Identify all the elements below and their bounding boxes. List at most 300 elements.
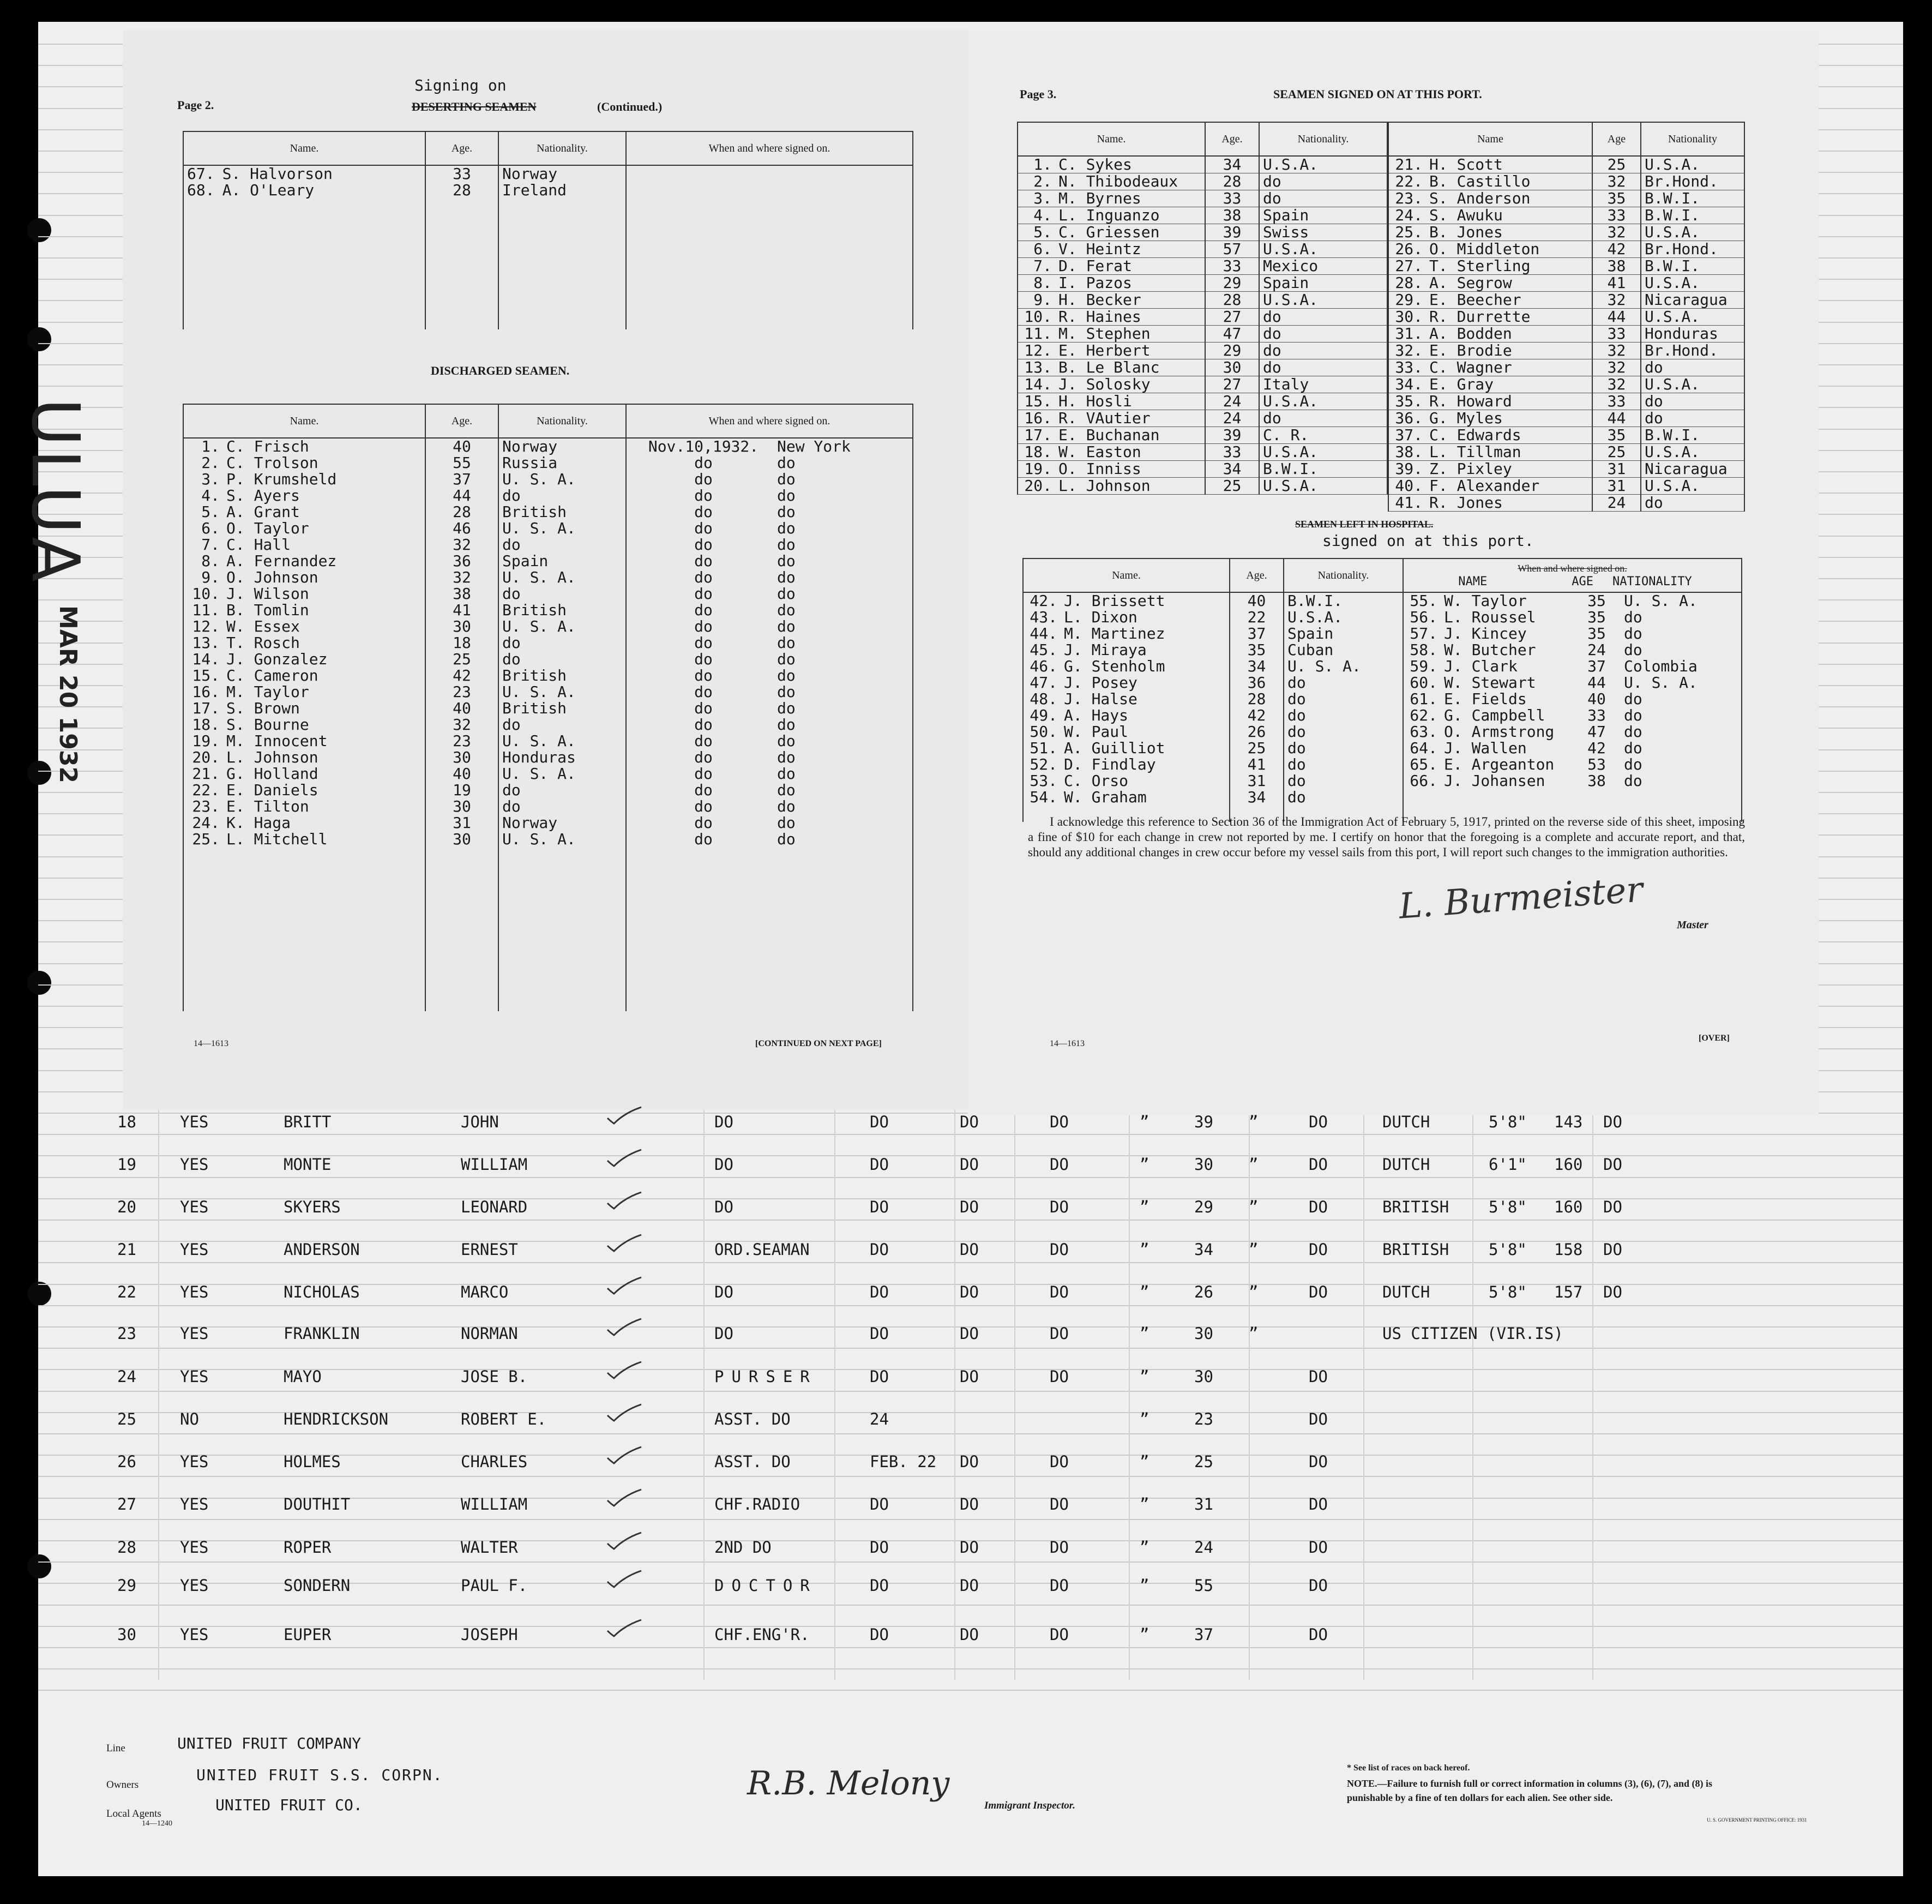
ledger-rule	[38, 1262, 1903, 1263]
table-row	[1018, 258, 1387, 275]
row-number: 12.	[1024, 341, 1052, 359]
ledger-pos: CHF.RADIO	[714, 1495, 801, 1513]
when-where-cell	[626, 766, 913, 782]
age-cell: 25	[1592, 156, 1641, 173]
page-2-form	[123, 30, 973, 1110]
age-cell: 25	[1592, 444, 1641, 461]
col-nationality: Nationality.	[1284, 558, 1403, 592]
nationality-cell: B.W.I.	[1259, 461, 1387, 478]
seaman-name: A. Hays	[1064, 706, 1129, 724]
table-row	[1023, 724, 1742, 740]
nationality-cell: C. R.	[1259, 427, 1387, 444]
nationality-cell: Mexico	[1259, 258, 1387, 275]
name-cell	[1388, 224, 1592, 241]
ditto-mark: ”	[1249, 1198, 1259, 1216]
ditto-mark: ”	[1140, 1367, 1149, 1386]
right-entry-cell	[1403, 789, 1742, 806]
table-row	[1388, 309, 1744, 326]
seaman-name: M. Martinez	[1064, 624, 1165, 642]
ledger-ans: YES	[180, 1367, 209, 1386]
nationality-cell: British	[498, 668, 626, 684]
col-nationality-right: NATIONALITY	[1612, 575, 1692, 588]
signed-on-date: do	[694, 454, 713, 472]
table-row	[1023, 740, 1742, 756]
col-when-where: When and where signed on.	[626, 131, 913, 165]
ditto-mark: ”	[1249, 1113, 1259, 1131]
blank-cell	[626, 864, 913, 880]
ledger-c5: DO	[1603, 1198, 1622, 1216]
ledger-no: 26	[117, 1452, 136, 1471]
seaman-name: J. Johansen	[1444, 772, 1545, 790]
ledger-c3: DO	[1050, 1452, 1069, 1471]
row-number: 35.	[1395, 392, 1423, 410]
ledger-surname: DOUTHIT	[284, 1495, 351, 1513]
table-row	[1388, 173, 1744, 190]
seaman-name: K. Haga	[226, 814, 291, 832]
row-number: 66.	[1410, 772, 1437, 790]
signed-on-place: do	[777, 503, 796, 521]
name-cell	[1388, 292, 1592, 309]
nationality-cell: British	[498, 602, 626, 618]
age-cell: 38	[1592, 258, 1641, 275]
ditto-mark: ”	[1140, 1240, 1149, 1259]
seaman-name: J. Gonzalez	[226, 650, 328, 668]
row-number: 34.	[1395, 375, 1423, 393]
ledger-age: 31	[1194, 1495, 1213, 1513]
age-cell: 26	[1230, 724, 1284, 740]
signed-on-date: do	[694, 797, 713, 815]
ledger-c4: DO	[1309, 1240, 1328, 1259]
blank-cell	[183, 248, 425, 264]
blank-cell	[183, 880, 425, 897]
age-cell: 33	[425, 165, 498, 182]
seaman-name: J. Kincey	[1444, 624, 1527, 642]
table-row	[183, 504, 913, 520]
row-number: 62.	[1410, 706, 1437, 724]
age-cell: 32	[1592, 173, 1641, 190]
nationality-cell: do	[498, 798, 626, 815]
table-row	[183, 165, 913, 182]
when-where-cell	[626, 831, 913, 848]
ledger-c1: DO	[870, 1576, 889, 1595]
nationality-cell: U.S.A.	[1641, 275, 1744, 292]
nationality-cell: do	[1284, 724, 1403, 740]
blank-cell	[425, 297, 498, 313]
nationality-cell: do	[1259, 359, 1387, 376]
blank-cell	[183, 215, 425, 231]
age-cell: 33	[1592, 393, 1641, 410]
table-row	[183, 684, 913, 700]
row-number: 18.	[1024, 443, 1052, 461]
age-cell: 33	[1592, 326, 1641, 343]
right-entry-cell	[1403, 658, 1742, 675]
nationality-cell: do	[1284, 773, 1403, 789]
seaman-name: L. Johnson	[1058, 477, 1151, 495]
ledger-pos: DO	[714, 1113, 733, 1131]
nationality-cell: Norway	[498, 438, 626, 455]
ledger-wt: 160	[1554, 1198, 1583, 1216]
signed-on-place: do	[777, 519, 796, 537]
age-cell: 33	[1205, 258, 1259, 275]
right-entry-cell	[1403, 691, 1742, 707]
ledger-age: 34	[1194, 1240, 1213, 1259]
col-nationality: Nationality.	[498, 131, 626, 165]
row-number: 17.	[192, 699, 220, 717]
right-entry-cell	[1403, 740, 1742, 756]
ledger-c3: DO	[1050, 1283, 1069, 1301]
age-cell: 41	[425, 602, 498, 618]
ledger-c2: DO	[960, 1240, 979, 1259]
ledger-c4: DO	[1309, 1495, 1328, 1513]
age-cell: 55	[425, 455, 498, 471]
age-cell: 42	[1592, 241, 1641, 258]
nationality-cell: B.W.I.	[1641, 207, 1744, 224]
ledger-no: 22	[117, 1283, 136, 1301]
name-cell	[183, 602, 425, 618]
blank-cell	[498, 913, 626, 929]
when-where-cell	[626, 471, 913, 488]
blank-cell	[183, 199, 425, 215]
seaman-name: Z. Pixley	[1429, 460, 1512, 478]
ledger-surname: ANDERSON	[284, 1240, 360, 1259]
name-cell	[1018, 410, 1205, 427]
printing-office: U. S. GOVERNMENT PRINTING OFFICE: 1931	[1707, 1817, 1807, 1823]
ledger-row	[0, 1576, 1932, 1598]
blank-cell	[425, 978, 498, 995]
row-number: 8.	[1033, 274, 1052, 292]
seaman-name: D. Findlay	[1064, 755, 1156, 773]
age-cell: 24	[1205, 393, 1259, 410]
age-cell: 32	[1592, 224, 1641, 241]
nationality-cell: U. S. A.	[498, 766, 626, 782]
nationality-value: U. S. A.	[1624, 592, 1698, 610]
ledger-c4: DO	[1309, 1367, 1328, 1386]
ledger-given: PAUL F.	[461, 1576, 528, 1595]
nationality-cell: Ireland	[498, 182, 626, 199]
seaman-name: R. VAutier	[1058, 409, 1151, 427]
row-number: 6.	[1033, 240, 1052, 258]
seaman-name: A. Bodden	[1429, 325, 1512, 343]
age-cell: 25	[1230, 740, 1284, 756]
name-cell	[183, 520, 425, 537]
age-cell: 42	[425, 668, 498, 684]
blank-row	[183, 231, 913, 248]
ledger-ans: YES	[180, 1283, 209, 1301]
right-entry-cell	[1403, 707, 1742, 724]
continued-next: [CONTINUED ON NEXT PAGE]	[755, 1039, 882, 1048]
age-cell: 40	[425, 700, 498, 717]
ledger-row	[0, 1113, 1932, 1134]
check-mark-icon	[605, 1233, 643, 1254]
blank-row	[183, 848, 913, 864]
seaman-name: R. Jones	[1429, 494, 1503, 512]
ledger-c2: DO	[960, 1198, 979, 1216]
when-where-cell	[626, 569, 913, 586]
age-cell: 28	[1230, 691, 1284, 707]
signed-on-date: do	[694, 568, 713, 586]
ledger-row	[0, 1155, 1932, 1177]
name-cell	[1388, 444, 1592, 461]
name-cell	[183, 165, 425, 182]
blank-cell	[498, 929, 626, 946]
name-cell	[1388, 427, 1592, 444]
age-cell: 31	[425, 815, 498, 831]
age-cell: 36	[425, 553, 498, 569]
blank-cell	[498, 313, 626, 329]
ledger-given: WALTER	[461, 1538, 518, 1557]
continued-label: (Continued.)	[597, 100, 663, 113]
hospital-title-replacement: signed on at this port.	[1322, 532, 1534, 550]
seaman-name: E. Gray	[1429, 375, 1494, 393]
name-cell	[1018, 292, 1205, 309]
ledger-ans: YES	[180, 1576, 209, 1595]
age-cell: 33	[1205, 444, 1259, 461]
row-number: 24.	[1395, 206, 1423, 224]
table-row	[1388, 461, 1744, 478]
signing-note: Signing on	[414, 76, 507, 94]
when-where-cell	[626, 438, 913, 455]
ledger-c3: DO	[1050, 1113, 1069, 1131]
nationality-cell: do	[498, 651, 626, 668]
ledger-age: 55	[1194, 1576, 1213, 1595]
name-cell	[1023, 789, 1230, 806]
nationality-cell: U. S. A.	[498, 831, 626, 848]
table-row	[183, 182, 913, 199]
when-where-cell	[626, 635, 913, 651]
age-cell: 24	[1205, 410, 1259, 427]
ledger-ans: YES	[180, 1155, 209, 1174]
ledger-nat: BRITISH	[1382, 1198, 1449, 1216]
seaman-name: O. Inniss	[1058, 460, 1141, 478]
table-row	[183, 537, 913, 553]
seaman-name: T. Sterling	[1429, 257, 1531, 275]
ledger-row	[0, 1625, 1932, 1647]
discharged-table	[183, 404, 913, 1011]
seaman-name: F. Alexander	[1429, 477, 1540, 495]
when-where-cell	[626, 602, 913, 618]
row-number: 1.	[1033, 155, 1052, 173]
seaman-name: W. Butcher	[1444, 641, 1536, 659]
when-where-cell	[626, 537, 913, 553]
blank-row	[183, 864, 913, 880]
name-cell	[1018, 275, 1205, 292]
when-where-cell	[626, 684, 913, 700]
row-number: 12.	[192, 617, 220, 635]
table-row	[183, 618, 913, 635]
row-number: 22.	[192, 781, 220, 799]
seaman-name: C. Cameron	[226, 666, 318, 684]
seaman-name: W. Taylor	[1444, 592, 1527, 610]
name-cell	[1388, 156, 1592, 173]
table-row	[1018, 309, 1387, 326]
name-cell	[1018, 224, 1205, 241]
row-number: 61.	[1410, 690, 1437, 708]
check-mark-icon	[605, 1569, 643, 1590]
col-name-right: NAME	[1458, 575, 1488, 588]
nationality-cell: do	[498, 488, 626, 504]
signed-on-place: do	[777, 634, 796, 652]
blank-cell	[183, 962, 425, 978]
nationality-value: do	[1624, 755, 1642, 773]
blank-cell	[425, 897, 498, 913]
hospital-title: SEAMEN LEFT IN HOSPITAL.	[1295, 519, 1434, 530]
ditto-mark: ”	[1249, 1324, 1259, 1343]
blank-row	[183, 897, 913, 913]
table-row	[1018, 376, 1387, 393]
seaman-name: G. Stenholm	[1064, 657, 1165, 675]
seaman-name: A. Guilliot	[1064, 739, 1165, 757]
seaman-name: W. Essex	[226, 617, 300, 635]
col-nationality: Nationality	[1641, 122, 1744, 156]
seaman-name: W. Paul	[1064, 723, 1129, 741]
seaman-name: L. Johnson	[226, 748, 318, 766]
blank-cell	[425, 880, 498, 897]
ledger-rule	[38, 1220, 1903, 1221]
nationality-cell: do	[498, 717, 626, 733]
table-row	[1388, 410, 1744, 427]
ledger-c1: DO	[870, 1625, 889, 1644]
signed-on-place: do	[777, 732, 796, 750]
ledger-form-number: 14—1240	[142, 1819, 172, 1828]
age-value: 42	[1587, 739, 1606, 757]
table-row	[183, 520, 913, 537]
ledger-row	[0, 1538, 1932, 1560]
age-cell: 31	[1592, 478, 1641, 495]
age-cell: 35	[1592, 190, 1641, 207]
ledger-c2: DO	[960, 1495, 979, 1513]
nationality-cell: Norway	[498, 165, 626, 182]
signed-on-place: do	[777, 650, 796, 668]
signed-on-place: do	[777, 454, 796, 472]
blank-cell	[425, 264, 498, 280]
table-row	[183, 815, 913, 831]
ledger-row	[0, 1240, 1932, 1262]
when-where-cell	[626, 717, 913, 733]
name-cell	[183, 766, 425, 782]
blank-cell	[425, 313, 498, 329]
nationality-cell: Spain	[1284, 626, 1403, 642]
ledger-c1: DO	[870, 1538, 889, 1557]
nationality-cell: do	[1641, 393, 1744, 410]
nationality-cell: do	[1641, 359, 1744, 376]
signed-on-place: do	[777, 552, 796, 570]
blank-cell	[425, 929, 498, 946]
owners-label: Owners	[106, 1779, 139, 1791]
age-cell: 41	[1230, 756, 1284, 773]
seaman-name: A. O'Leary	[222, 181, 315, 199]
nationality-value: U. S. A.	[1624, 674, 1698, 692]
blank-cell	[183, 897, 425, 913]
row-number: 28.	[1395, 274, 1423, 292]
col-name: Name	[1388, 122, 1592, 156]
seaman-name: G. Campbell	[1444, 706, 1545, 724]
ledger-row	[0, 1283, 1932, 1305]
ledger-surname: MONTE	[284, 1155, 332, 1174]
signed-on-date: do	[694, 814, 713, 832]
blank-cell	[626, 215, 913, 231]
name-cell	[183, 831, 425, 848]
ledger-ans: NO	[180, 1410, 199, 1428]
ledger-c1: DO	[870, 1155, 889, 1174]
ledger-c2: DO	[960, 1367, 979, 1386]
age-cell: 31	[1230, 773, 1284, 789]
signed-on-date: do	[694, 470, 713, 488]
name-cell	[183, 455, 425, 471]
table-row	[1023, 675, 1742, 691]
ledger-pos: DO	[714, 1155, 733, 1174]
inspector-label: Immigrant Inspector.	[984, 1800, 1075, 1811]
ledger-c3: DO	[1050, 1576, 1069, 1595]
seaman-name: C. Edwards	[1429, 426, 1521, 444]
binder-hole	[27, 761, 51, 785]
row-number: 58.	[1410, 641, 1437, 659]
vessel-name-stamp	[17, 398, 93, 585]
signed-on-date: do	[694, 601, 713, 619]
nationality-cell: B.W.I.	[1641, 190, 1744, 207]
seaman-name: C. Wagner	[1429, 358, 1512, 376]
seaman-name: G. Myles	[1429, 409, 1503, 427]
blank-cell	[498, 231, 626, 248]
ledger-given: NORMAN	[461, 1324, 518, 1343]
nationality-cell: do	[1259, 173, 1387, 190]
ledger-row	[0, 1410, 1932, 1432]
ledger-c4: DO	[1309, 1198, 1328, 1216]
table-row	[1018, 461, 1387, 478]
row-number: 15.	[192, 666, 220, 684]
row-number: 67.	[187, 165, 215, 183]
age-cell: 37	[1230, 626, 1284, 642]
right-entry-cell	[1403, 626, 1742, 642]
signed-on-date: do	[694, 617, 713, 635]
blank-cell	[425, 280, 498, 297]
age-value: 47	[1587, 723, 1606, 741]
ledger-row	[0, 1324, 1932, 1346]
right-entry-cell	[1403, 592, 1742, 609]
seaman-name: C. Trolson	[226, 454, 318, 472]
row-number: 54.	[1030, 788, 1057, 806]
row-number: 64.	[1410, 739, 1437, 757]
name-cell	[183, 798, 425, 815]
ledger-rule	[38, 1391, 1903, 1392]
blank-cell	[425, 962, 498, 978]
row-number: 16.	[192, 683, 220, 701]
seaman-name: D. Ferat	[1058, 257, 1132, 275]
row-number: 30.	[1395, 308, 1423, 326]
col-name: Name.	[1018, 122, 1205, 156]
table-row	[1018, 207, 1387, 224]
nationality-cell: do	[1284, 675, 1403, 691]
nationality-cell: Br.Hond.	[1641, 173, 1744, 190]
page-3-form	[968, 30, 1819, 1115]
table-row	[1018, 275, 1387, 292]
nationality-cell: U.S.A.	[1259, 478, 1387, 495]
blank-cell	[498, 248, 626, 264]
table-row	[183, 455, 913, 471]
nationality-cell: U. S. A.	[498, 520, 626, 537]
seaman-name: J. Clark	[1444, 657, 1518, 675]
when-where-cell	[626, 520, 913, 537]
blank-cell	[498, 848, 626, 864]
ledger-surname: SONDERN	[284, 1576, 351, 1595]
seaman-name: E. Herbert	[1058, 341, 1151, 359]
age-cell: 37	[425, 471, 498, 488]
nationality-cell: British	[498, 700, 626, 717]
table-row	[1388, 156, 1744, 173]
inspector-signature: R.B. Melony	[747, 1764, 950, 1803]
seaman-name: O. Armstrong	[1444, 723, 1555, 741]
acknowledgement-text: I acknowledge this reference to Section 36 of the Immigration Act of February 5, 1917, printed on the reverse side of this sheet, imposing a fine of $10 for each change in crew not reported by me. I certify on honor that the foregoing is a complete and accurate report, and that, should any additional changes in crew occur before my vessel sails from this port, I will report such changes to the immigration authorities.	[1028, 815, 1745, 859]
ledger-surname: MAYO	[284, 1367, 322, 1386]
